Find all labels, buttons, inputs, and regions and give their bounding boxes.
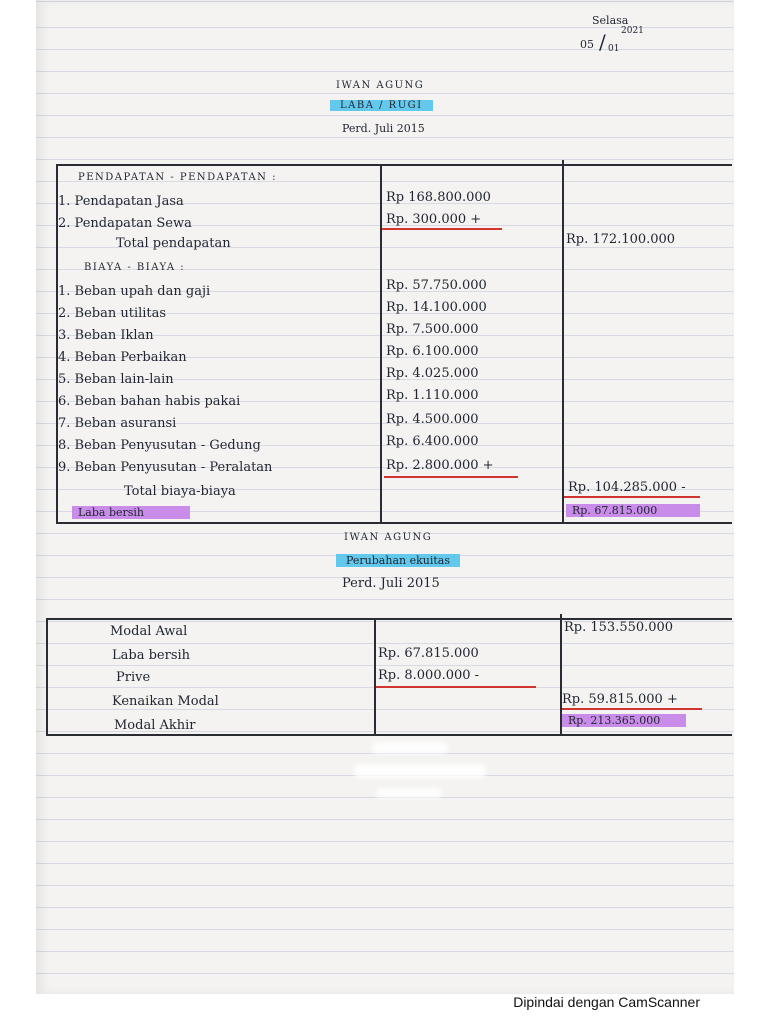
bleed-mark-3 — [376, 788, 442, 798]
revenue-amount-1: Rp 168.800.000 — [386, 190, 491, 205]
total-expense-underline — [564, 496, 700, 498]
eq-row-4-label: Kenaikan Modal — [112, 694, 219, 709]
net-profit-amount: Rp. 67.815.000 — [566, 504, 700, 517]
lr-table-top — [56, 164, 732, 166]
expense-amount-5: Rp. 4.025.000 — [386, 366, 479, 381]
header-date-year: 2021 — [621, 26, 644, 36]
eq-row-3-mid: Rp. 8.000.000 - — [378, 668, 480, 683]
eq-title: Perubahan ekuitas — [336, 554, 460, 567]
eq-row-3-label: Prive — [116, 670, 151, 685]
expense-amount-6: Rp. 1.110.000 — [386, 388, 479, 403]
expense-label-9: 9. Beban Penyusutan - Peralatan — [58, 460, 273, 475]
revenue-underline — [382, 228, 502, 230]
eq-row-5-right: Rp. 213.365.000 — [562, 714, 686, 727]
eq-table-bottom — [46, 734, 732, 736]
lr-table-col1 — [380, 166, 382, 522]
expense-amount-4: Rp. 6.100.000 — [386, 344, 479, 359]
expense-label-3: 3. Beban Iklan — [58, 328, 154, 343]
lr-title: LABA / RUGI — [330, 100, 433, 111]
total-expense-amount: Rp. 104.285.000 - — [568, 480, 686, 495]
bleed-mark-2 — [354, 764, 486, 778]
kenaikan-underline — [562, 708, 702, 710]
total-expense-label: Total biaya-biaya — [124, 484, 236, 499]
expense-label-5: 5. Beban lain-lain — [58, 372, 174, 387]
lr-table-col2 — [562, 160, 564, 522]
expense-amount-7: Rp. 4.500.000 — [386, 412, 479, 427]
expense-amount-1: Rp. 57.750.000 — [386, 278, 487, 293]
expense-underline — [384, 476, 518, 478]
expense-label-1: 1. Beban upah dan gaji — [58, 284, 211, 299]
header-date-day: 05 — [580, 38, 594, 51]
revenue-amount-2: Rp. 300.000 + — [386, 212, 482, 227]
eq-table-left — [46, 618, 48, 736]
expense-label-2: 2. Beban utilitas — [58, 306, 167, 321]
header-day: Selasa — [592, 14, 629, 27]
eq-row-1-label: Modal Awal — [110, 624, 188, 639]
scanner-footer: Dipindai dengan CamScanner — [513, 994, 700, 1010]
eq-period: Perd. Juli 2015 — [342, 576, 440, 591]
eq-row-5-label: Modal Akhir — [114, 718, 196, 733]
revenue-label-2: 2. Pendapatan Sewa — [58, 216, 192, 231]
net-profit-label: Laba bersih — [72, 506, 190, 519]
header-date-month: 01 — [608, 44, 620, 54]
total-revenue-label: Total pendapatan — [116, 236, 231, 251]
expense-amount-3: Rp. 7.500.000 — [386, 322, 479, 337]
expense-label-6: 6. Beban bahan habis pakai — [58, 394, 241, 409]
lr-company: IWAN AGUNG — [336, 80, 425, 91]
eq-row-2-label: Laba bersih — [112, 648, 191, 663]
expense-label-7: 7. Beban asuransi — [58, 416, 177, 431]
eq-row-1-right: Rp. 153.550.000 — [564, 620, 674, 635]
expense-heading: BIAYA - BIAYA : — [84, 262, 186, 273]
revenue-label-1: 1. Pendapatan Jasa — [58, 194, 184, 209]
lr-period: Perd. Juli 2015 — [342, 122, 425, 135]
bleed-mark-1 — [372, 742, 448, 754]
eq-row-2-mid: Rp. 67.815.000 — [378, 646, 479, 661]
notebook-page — [36, 0, 734, 994]
expense-label-8: 8. Beban Penyusutan - Gedung — [58, 438, 261, 453]
lr-table-bottom — [56, 522, 732, 524]
date-slash: / — [599, 30, 606, 54]
eq-table-col1 — [374, 618, 376, 734]
total-revenue-amount: Rp. 172.100.000 — [566, 232, 676, 247]
revenue-heading: PENDAPATAN - PENDAPATAN : — [78, 172, 277, 183]
eq-company: IWAN AGUNG — [344, 532, 433, 543]
eq-row-4-right: Rp. 59.815.000 + — [562, 692, 678, 707]
expense-amount-2: Rp. 14.100.000 — [386, 300, 487, 315]
expense-label-4: 4. Beban Perbaikan — [58, 350, 187, 365]
expense-amount-8: Rp. 6.400.000 — [386, 434, 479, 449]
prive-underline — [376, 686, 536, 688]
expense-amount-9: Rp. 2.800.000 + — [386, 458, 494, 473]
